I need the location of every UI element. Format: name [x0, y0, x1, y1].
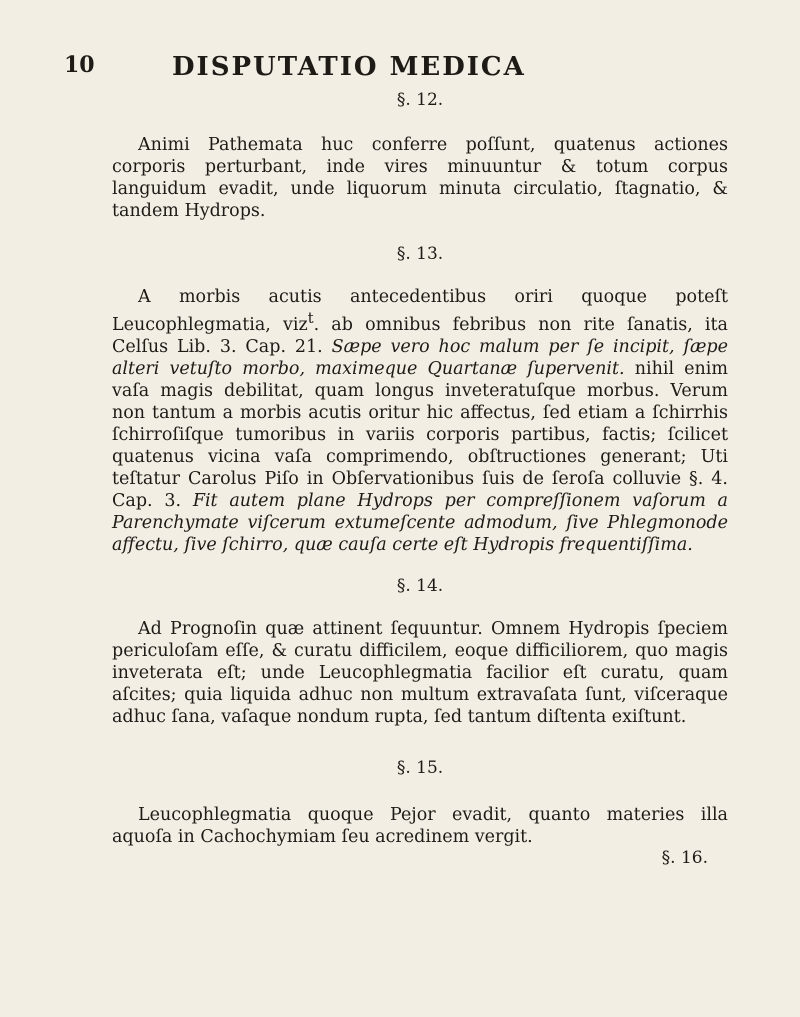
celsus-quotation: Sæpe vero hoc malum per ſe incipit, ſæpe alteri vetuſto morbo, maximeque Quartanæ ſupervenit. [112, 336, 728, 379]
superscript-t: t [307, 310, 314, 327]
section-15-text: Leucophlegmatia quoque Pejor evadit, quanto materies illa aquoſa in Cachochymiam ſeu acredinem vergit. [112, 804, 728, 847]
section-heading-15: §. 15. [396, 757, 444, 778]
catchword: §. 16. [661, 847, 708, 868]
section-heading-14: §. 14. [396, 575, 444, 596]
page-number: 10 [64, 52, 95, 78]
section-13-text-c: nihil enim vaſa magis debilitat, quam longus inveteratuſque morbus. Verum non tantum a morbis acutis oritur hic affectus, ſed etiam a ſchirrhis ſchirroſiſque tumoribus in variis corporis partibus, factis; ſcilicet quatenus vicina vaſa comprimendo, obſtructiones generant; Uti teſtatur Carolus Piſo in Obſervationibus ſuis de ſeroſa colluvie §. 4. Cap. 3. [112, 358, 728, 511]
section-heading-13: §. 13. [396, 244, 444, 264]
running-head [64, 42, 728, 82]
section-12-text: Animi Pathemata huc conferre poſſunt, quatenus actiones corporis perturbant, inde vires minuuntur & totum corpus languidum evadit, unde liquorum minuta circulatio, ſtagnatio, & tandem Hydrops. [112, 135, 728, 221]
section-14-text: Ad Prognoſin quæ attinent ſequuntur. Omnem Hydropis ſpeciem periculoſam eſſe, & curatu difficilem, eoque difficiliorem, quo magis inveterata eſt; unde Leucophlegmatia facilior eſt curatu, quam aſcites; quia liquida adhuc non multum extravaſata ſunt, viſceraque adhuc ſana, vaſaque nondum rupta, ſed tantum diſtenta exiſtunt. [112, 618, 728, 727]
section-13-text-a: A morbis acutis antecedentibus oriri quoque poteſt Leucophlegmatia, viz [112, 287, 728, 335]
section-13-text [112, 286, 728, 556]
piso-quotation: Fit autem plane Hydrops per compreſſionem vaſorum a Parenchymate viſcerum extumeſcente admodum, ſive Phlegmonode affectu, ſive ſchirro, quæ cauſa certe eſt Hydropis frequentiſſima. [112, 490, 728, 555]
running-title: DISPUTATIO MEDICA [172, 52, 526, 82]
section-heading-12: §. 12. [396, 90, 444, 110]
section-13-text-b: . ab omnibus febribus non rite ſanatis, ita Celſus Lib. 3. Cap. 21. [112, 314, 728, 357]
